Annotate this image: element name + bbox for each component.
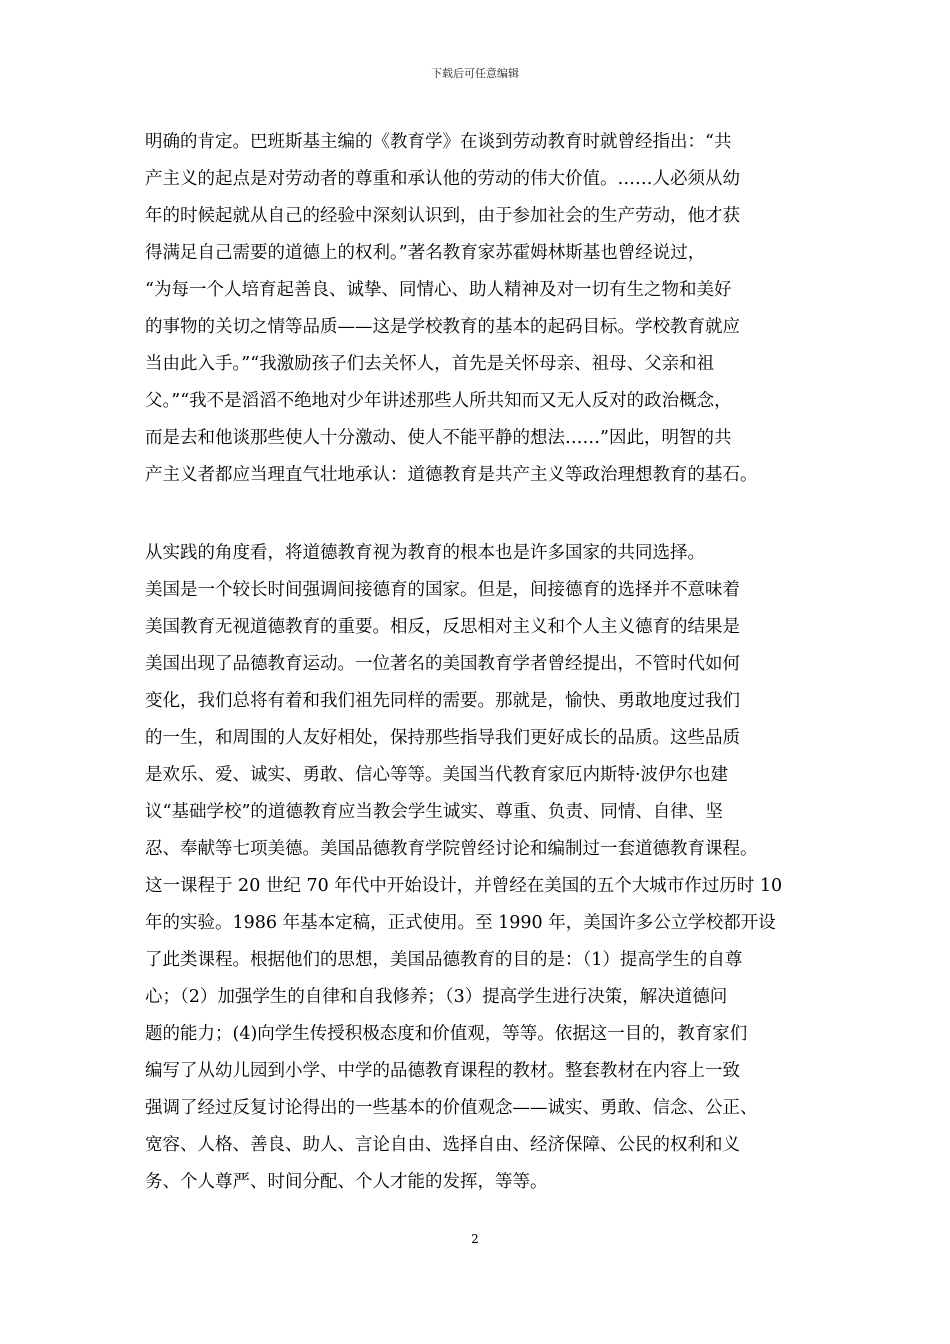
text-line: 了此类课程。根据他们的思想，美国品德教育的目的是：（1）提高学生的自尊 <box>145 950 743 970</box>
text-line: 务、个人尊严、时间分配、个人才能的发挥，等等。 <box>145 1172 548 1192</box>
paragraph-2 <box>145 535 825 1201</box>
text-line: 题的能力；(4)向学生传授积极态度和价值观，等等。依据这一目的，教育家们 <box>145 1024 748 1044</box>
text-line: 宽容、人格、善良、助人、言论自由、选择自由、经济保障、公民的权利和义 <box>145 1135 740 1155</box>
text-line: 的一生，和周围的人友好相处，保持那些指导我们更好成长的品质。这些品质 <box>145 728 740 748</box>
text-line: 产主义的起点是对劳动者的尊重和承认他的劳动的伟大价值。……人必须从幼 <box>145 169 740 189</box>
text-line: 产主义者都应当理直气壮地承认：道德教育是共产主义等政治理想教育的基石。 <box>145 465 758 485</box>
text-line: 明确的肯定。巴班斯基主编的《教育学》在谈到劳动教育时就曾经指出：“共 <box>145 132 732 152</box>
text-line: 议“基础学校”的道德教育应当教会学生诚实、尊重、负责、同情、自律、坚 <box>145 802 723 822</box>
text-line: 美国教育无视道德教育的重要。相反，反思相对主义和个人主义德育的结果是 <box>145 617 740 637</box>
text-line: 是欢乐、爱、诚实、勇敢、信心等等。美国当代教育家厄内斯特·波伊尔也建 <box>145 765 729 785</box>
text-line: 心；（2）加强学生的自律和自我修养；（3）提高学生进行决策，解决道德问 <box>145 987 728 1007</box>
text-line: “为每一个人培育起善良、诚挚、同情心、助人精神及对一切有生之物和美好 <box>145 280 732 300</box>
text-line: 的事物的关切之情等品质——这是学校教育的基本的起码目标。学校教育就应 <box>145 317 740 337</box>
text-line: 美国是一个较长时间强调间接德育的国家。但是，间接德育的选择并不意味着 <box>145 580 740 600</box>
text-line: 这一课程于 20 世纪 70 年代中开始设计，并曾经在美国的五个大城市作过历时 10 <box>145 876 783 896</box>
text-line: 而是去和他谈那些使人十分激动、使人不能平静的想法……”因此，明智的共 <box>145 428 732 448</box>
paragraph-1 <box>145 124 825 494</box>
text-line: 年的实验。1986 年基本定稿，正式使用。至 1990 年，美国许多公立学校都开设 <box>145 913 776 933</box>
text-line: 父。”“我不是滔滔不绝地对少年讲述那些人所共知而又无人反对的政治概念， <box>145 391 732 411</box>
text-line: 得满足自己需要的道德上的权利。”著名教育家苏霍姆林斯基也曾经说过， <box>145 243 706 263</box>
text-line: 强调了经过反复讨论得出的一些基本的价值观念——诚实、勇敢、信念、公正、 <box>145 1098 758 1118</box>
text-line: 年的时候起就从自己的经验中深刻认识到，由于参加社会的生产劳动，他才获 <box>145 206 740 226</box>
text-line: 当由此入手。”“我激励孩子们去关怀人，首先是关怀母亲、祖母、父亲和祖 <box>145 354 715 374</box>
text-line: 从实践的角度看，将道德教育视为教育的根本也是许多国家的共同选择。 <box>145 543 705 563</box>
text-line: 美国出现了品德教育运动。一位著名的美国教育学者曾经提出，不管时代如何 <box>145 654 740 674</box>
text-line: 忍、奉献等七项美德。美国品德教育学院曾经讨论和编制过一套道德教育课程。 <box>145 839 758 859</box>
text-line: 编写了从幼儿园到小学、中学的品德教育课程的教材。整套教材在内容上一致 <box>145 1061 740 1081</box>
text-line: 变化，我们总将有着和我们祖先同样的需要。那就是，愉快、勇敢地度过我们 <box>145 691 740 711</box>
page-number: 2 <box>471 1232 479 1246</box>
paragraph-gap <box>145 494 825 535</box>
page-header: 下载后可任意编辑 <box>431 67 519 80</box>
document-body <box>145 124 825 1201</box>
